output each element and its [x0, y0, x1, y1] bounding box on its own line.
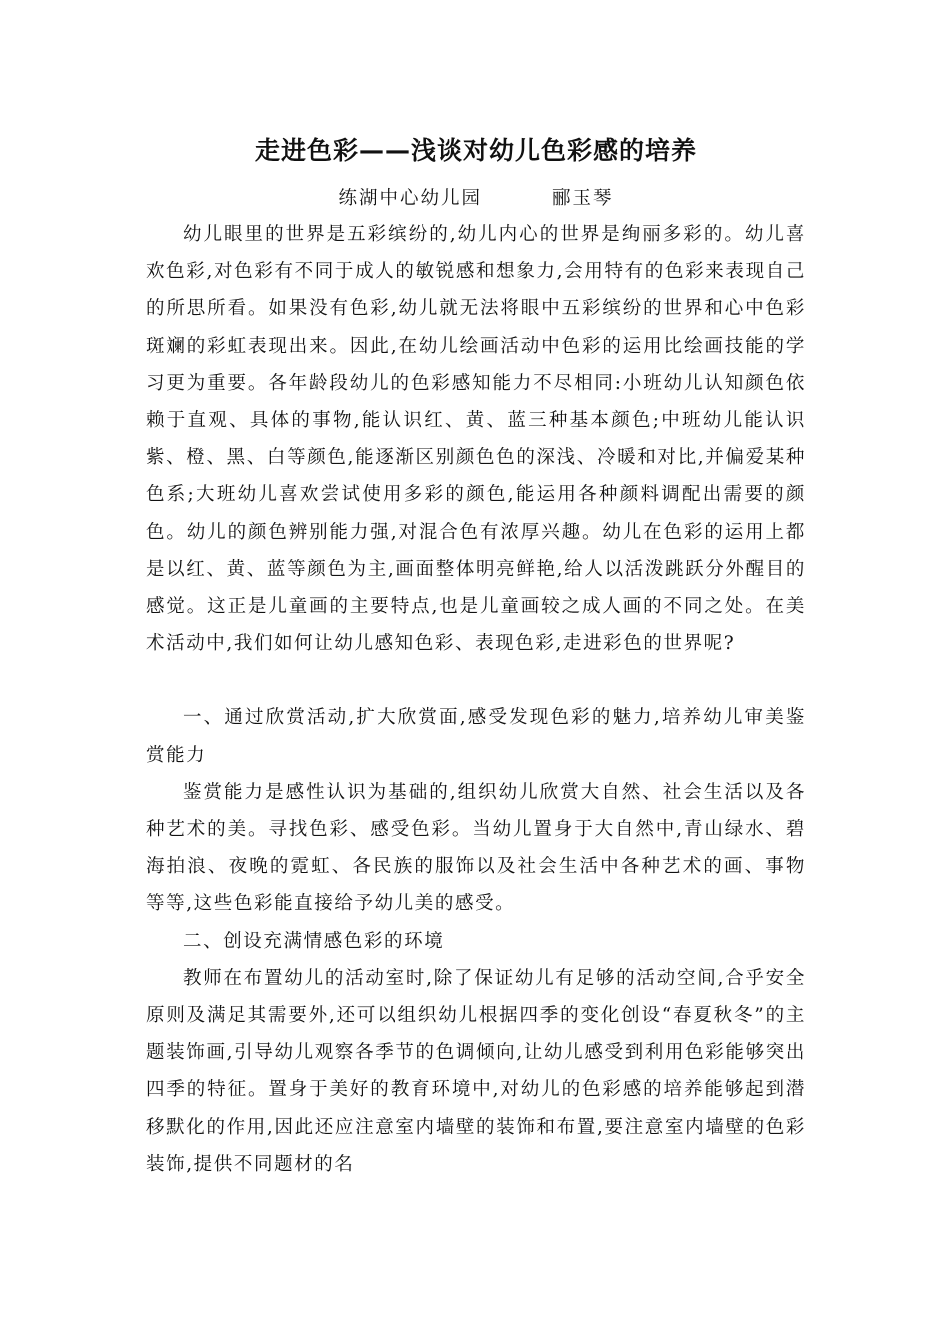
section-paragraph-1: 鉴赏能力是感性认识为基础的,组织幼儿欣赏大自然、社会生活以及各种艺术的美。寻找色彩、感受色彩。当幼儿置身于大自然中,青山绿水、碧海拍浪、夜晚的霓虹、各民族的服饰以及社会生活中各种艺术的画、事物等等,这些色彩能直接给予幼儿美的感受。: [146, 781, 806, 915]
section-paragraph-2: 教师在布置幼儿的活动室时,除了保证幼儿有足够的活动空间,合乎安全原则及满足其需要外,还可以组织幼儿根据四季的变化创设“春夏秋冬”的主题装饰画,引导幼儿观察各季节的色调倾向,让幼儿感受到利用色彩能够突出四季的特征。置身于美好的教育环境中,对幼儿的色彩感的培养能够起到潜移默化的作用,因此还应注意室内墙壁的装饰和布置,要注意室内墙壁的色彩装饰,提供不同题材的名: [146, 967, 806, 1175]
document-page: [146, 126, 806, 1183]
document-title: 走进色彩——浅谈对幼儿色彩感的培养: [254, 136, 697, 165]
author-organization: 练湖中心幼儿园: [338, 188, 482, 209]
section-heading-2: 二、创设充满情感色彩的环境: [183, 930, 445, 952]
author-byline: [146, 182, 806, 216]
paragraph-gap: [146, 662, 806, 699]
author-name: 郦玉琴: [552, 188, 614, 209]
section-heading-1: 一、通过欣赏活动,扩大欣赏面,感受发现色彩的魅力,培养幼儿审美鉴赏能力: [146, 707, 806, 766]
intro-paragraph: 幼儿眼里的世界是五彩缤纷的,幼儿内心的世界是绚丽多彩的。幼儿喜欢色彩,对色彩有不同于成人的敏锐感和想象力,会用特有的色彩来表现自己的所思所看。如果没有色彩,幼儿就无法将眼中五彩缤纷的世界和心中色彩斑斓的彩虹表现出来。因此,在幼儿绘画活动中色彩的运用比绘画技能的学习更为重要。各年龄段幼儿的色彩感知能力不尽相同:小班幼儿认知颜色依赖于直观、具体的事物,能认识红、黄、蓝三种基本颜色;中班幼儿能认识紫、橙、黑、白等颜色,能逐渐区别颜色色的深浅、冷暖和对比,并偏爱某种色系;大班幼儿喜欢尝试使用多彩的颜色,能运用各种颜料调配出需要的颜色。幼儿的颜色辨别能力强,对混合色有浓厚兴趣。幼儿在色彩的运用上都是以红、黄、蓝等颜色为主,画面整体明亮鲜艳,给人以活泼跳跃分外醒目的感觉。这正是儿童画的主要特点,也是儿童画较之成人画的不同之处。在美术活动中,我们如何让幼儿感知色彩、表现色彩,走进彩色的世界呢?: [146, 224, 806, 655]
